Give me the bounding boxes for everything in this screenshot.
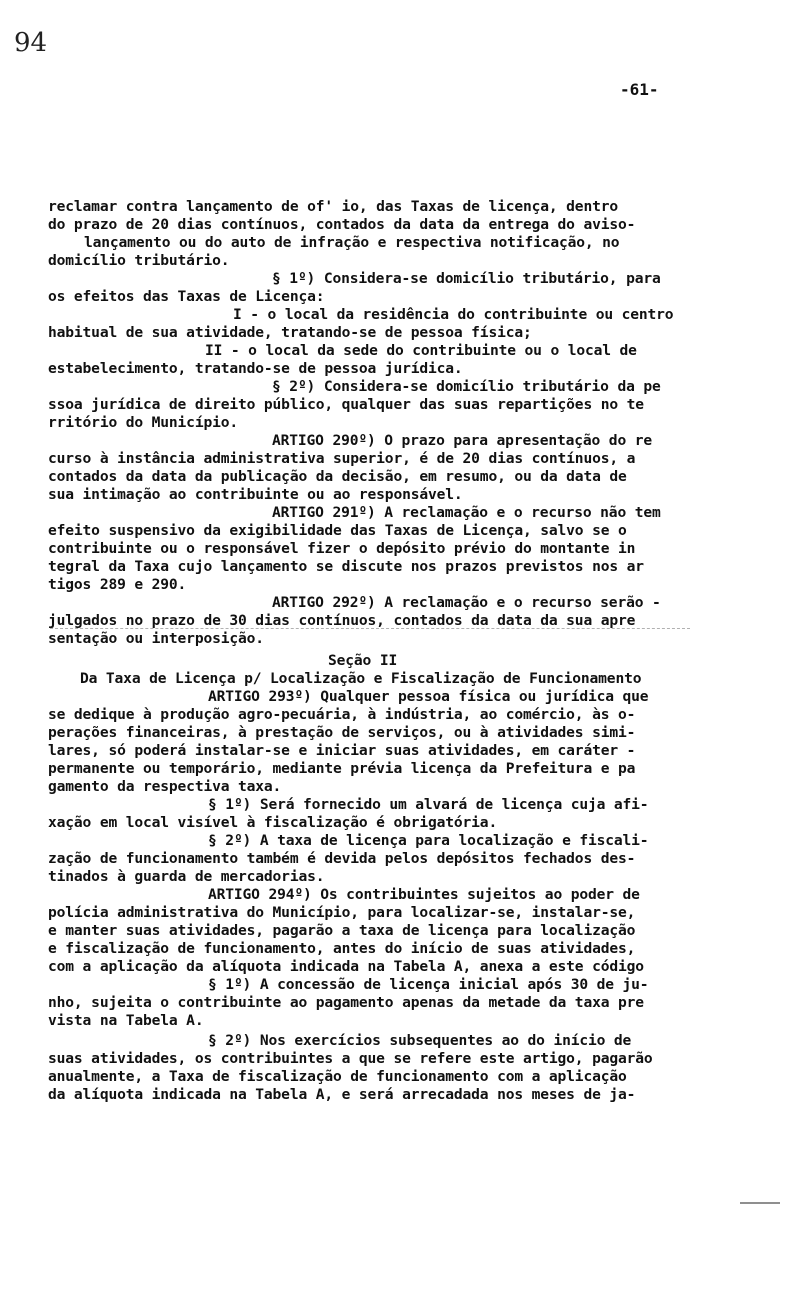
text-line: sentação ou interposição. [48,630,264,647]
text-line: II - o local da sede do contribuinte ou o local de [205,342,637,359]
section-subtitle: Da Taxa de Licença p/ Localização e Fiscalização de Funcionamento [80,670,642,687]
text-line: xação em local visível à fiscalização é obrigatória. [48,814,498,831]
text-line: com a aplicação da alíquota indicada na Tabela A, anexa a este código [48,958,644,975]
text-line: perações financeiras, à prestação de serviços, ou à atividades simi- [48,724,636,741]
text-line: § 2º) Considera-se domicílio tributário da pe [272,378,661,395]
text-line: julgados no prazo de 30 dias contínuos, contados da data da sua apre [48,612,636,629]
text-line: habitual de sua atividade, tratando-se de pessoa física; [48,324,532,341]
text-line: curso à instância administrativa superior, é de 20 dias contínuos, a [48,450,636,467]
text-line: reclamar contra lançamento de of' io, das Taxas de licença, dentro [48,198,618,215]
text-line: anualmente, a Taxa de fiscalização de funcionamento com a aplicação [48,1068,627,1085]
text-line: se dedique à produção agro-pecuária, à indústria, ao comércio, às o- [48,706,636,723]
text-line: ssoa jurídica de direito público, qualquer das suas repartições no te [48,396,644,413]
text-line: § 1º) Considera-se domicílio tributário, para [272,270,661,287]
text-line: § 2º) Nos exercícios subsequentes ao do início de [208,1032,632,1049]
text-line: ARTIGO 290º) O prazo para apresentação do re [272,432,652,449]
text-line: tinados à guarda de mercadorias. [48,868,325,885]
text-line: efeito suspensivo da exigibilidade das Taxas de Licença, salvo se o [48,522,627,539]
text-line: contados da data da publicação da decisão, em resumo, ou da data de [48,468,627,485]
text-line: contribuinte ou o responsável fizer o depósito prévio do montante in [48,540,636,557]
sheet-number: -61- [620,80,659,99]
text-line: polícia administrativa do Município, para localizar-se, instalar-se, [48,904,636,921]
text-line: permanente ou temporário, mediante prévia licença da Prefeitura e pa [48,760,636,777]
text-line: ARTIGO 293º) Qualquer pessoa física ou jurídica que [208,688,649,705]
text-line: e fiscalização de funcionamento, antes do início de suas atividades, [48,940,636,957]
text-line: do prazo de 20 dias contínuos, contados da data da entrega do aviso- [48,216,636,233]
text-line: gamento da respectiva taxa. [48,778,282,795]
text-line: nho, sujeita o contribuinte ao pagamento apenas da metade da taxa pre [48,994,644,1011]
text-line: § 1º) A concessão de licença inicial após 30 de ju- [208,976,649,993]
text-line: e manter suas atividades, pagarão a taxa de licença para localização [48,922,636,939]
text-line: sua intimação ao contribuinte ou ao responsável. [48,486,463,503]
text-line: lançamento ou do auto de infração e respectiva notificação, no [84,234,620,251]
text-line: da alíquota indicada na Tabela A, e será arrecadada nos meses de ja- [48,1086,636,1103]
text-line: estabelecimento, tratando-se de pessoa jurídica. [48,360,463,377]
section-title: Seção II [328,652,398,669]
text-line: vista na Tabela A. [48,1012,204,1029]
text-line: lares, só poderá instalar-se e iniciar suas atividades, em caráter - [48,742,636,759]
page-number: 94 [14,28,48,58]
text-line: os efeitos das Taxas de Licença: [48,288,325,305]
page-edge-mark [740,1202,780,1204]
text-line: ARTIGO 291º) A reclamação e o recurso não tem [272,504,661,521]
text-line: § 2º) A taxa de licença para localização e fiscali- [208,832,649,849]
text-line: zação de funcionamento também é devida pelos depósitos fechados des- [48,850,636,867]
text-line: ARTIGO 294º) Os contribuintes sujeitos ao poder de [208,886,640,903]
text-line: domicílio tributário. [48,252,230,269]
text-line: rritório do Município. [48,414,238,431]
text-line: suas atividades, os contribuintes a que se refere este artigo, pagarão [48,1050,653,1067]
text-line: ARTIGO 292º) A reclamação e o recurso serão - [272,594,661,611]
text-line: tegral da Taxa cujo lançamento se discute nos prazos previstos nos ar [48,558,644,575]
text-line: § 1º) Será fornecido um alvará de licença cuja afi- [208,796,649,813]
divider [50,628,690,629]
text-line: tigos 289 e 290. [48,576,187,593]
text-line: I - o local da residência do contribuinte ou centro [233,306,674,323]
